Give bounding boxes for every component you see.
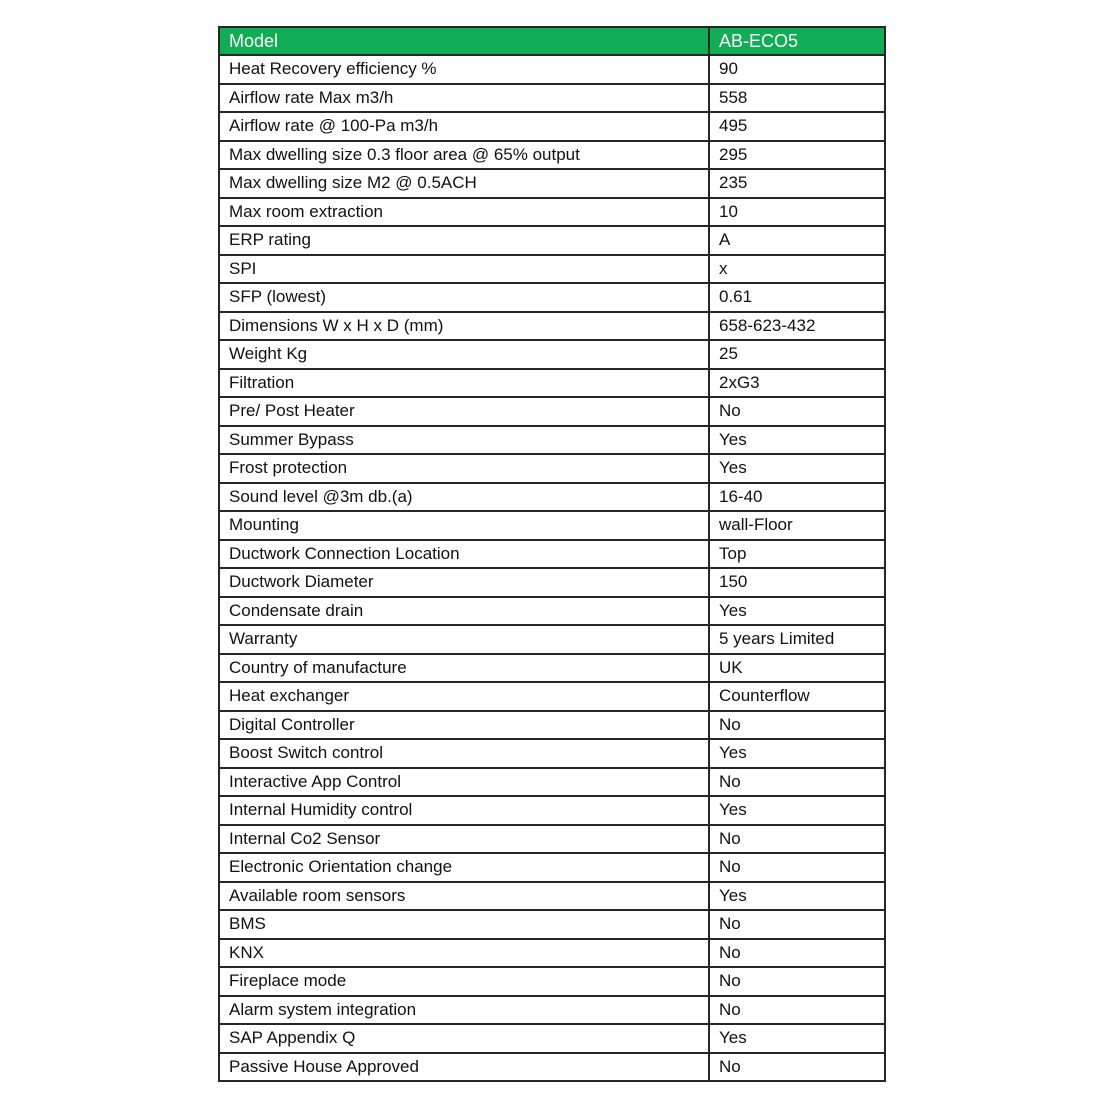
table-row xyxy=(219,141,885,170)
table-row xyxy=(219,711,885,740)
spec-value: wall-Floor xyxy=(709,511,885,540)
spec-label: Available room sensors xyxy=(219,882,709,911)
spec-value: 5 years Limited xyxy=(709,625,885,654)
spec-label: Ductwork Connection Location xyxy=(219,540,709,569)
spec-value: 0.61 xyxy=(709,283,885,312)
table-row xyxy=(219,996,885,1025)
header-row xyxy=(219,27,885,55)
spec-label: Condensate drain xyxy=(219,597,709,626)
spec-table-body xyxy=(219,55,885,1081)
table-row xyxy=(219,1053,885,1082)
table-row xyxy=(219,625,885,654)
spec-value: 295 xyxy=(709,141,885,170)
table-row xyxy=(219,825,885,854)
spec-label: Ductwork Diameter xyxy=(219,568,709,597)
table-row xyxy=(219,369,885,398)
spec-label: Summer Bypass xyxy=(219,426,709,455)
table-row xyxy=(219,340,885,369)
spec-value: Yes xyxy=(709,739,885,768)
table-row xyxy=(219,568,885,597)
spec-sheet xyxy=(218,26,884,1082)
spec-value: No xyxy=(709,910,885,939)
spec-value: UK xyxy=(709,654,885,683)
spec-value: No xyxy=(709,711,885,740)
spec-table xyxy=(218,26,886,1082)
spec-value: Counterflow xyxy=(709,682,885,711)
table-row xyxy=(219,511,885,540)
spec-value: No xyxy=(709,967,885,996)
spec-label: Heat Recovery efficiency % xyxy=(219,55,709,84)
spec-value: 235 xyxy=(709,169,885,198)
table-row xyxy=(219,682,885,711)
spec-value: A xyxy=(709,226,885,255)
spec-value: 90 xyxy=(709,55,885,84)
table-row xyxy=(219,796,885,825)
spec-label: ERP rating xyxy=(219,226,709,255)
spec-value: No xyxy=(709,1053,885,1082)
spec-label: Internal Co2 Sensor xyxy=(219,825,709,854)
spec-label: Airflow rate Max m3/h xyxy=(219,84,709,113)
table-row xyxy=(219,283,885,312)
table-row xyxy=(219,654,885,683)
spec-label: SFP (lowest) xyxy=(219,283,709,312)
table-row xyxy=(219,426,885,455)
spec-label: Alarm system integration xyxy=(219,996,709,1025)
table-row xyxy=(219,255,885,284)
spec-label: Filtration xyxy=(219,369,709,398)
spec-label: Heat exchanger xyxy=(219,682,709,711)
spec-label: Internal Humidity control xyxy=(219,796,709,825)
spec-label: Max dwelling size 0.3 floor area @ 65% output xyxy=(219,141,709,170)
spec-label: Mounting xyxy=(219,511,709,540)
spec-value: Yes xyxy=(709,426,885,455)
spec-label: Country of manufacture xyxy=(219,654,709,683)
spec-label: Max room extraction xyxy=(219,198,709,227)
table-row xyxy=(219,739,885,768)
spec-value: No xyxy=(709,853,885,882)
table-row xyxy=(219,910,885,939)
spec-label: BMS xyxy=(219,910,709,939)
spec-value: Top xyxy=(709,540,885,569)
spec-value: 495 xyxy=(709,112,885,141)
spec-value: Yes xyxy=(709,1024,885,1053)
table-row xyxy=(219,397,885,426)
spec-label: Passive House Approved xyxy=(219,1053,709,1082)
spec-value: 10 xyxy=(709,198,885,227)
spec-label: KNX xyxy=(219,939,709,968)
spec-value: 150 xyxy=(709,568,885,597)
model-header-cell: Model xyxy=(219,27,709,55)
table-row xyxy=(219,454,885,483)
spec-value: 16-40 xyxy=(709,483,885,512)
table-row xyxy=(219,540,885,569)
spec-label: Pre/ Post Heater xyxy=(219,397,709,426)
table-row xyxy=(219,1024,885,1053)
table-row xyxy=(219,483,885,512)
spec-label: Max dwelling size M2 @ 0.5ACH xyxy=(219,169,709,198)
table-row xyxy=(219,312,885,341)
table-row xyxy=(219,597,885,626)
spec-value: Yes xyxy=(709,882,885,911)
spec-value: 25 xyxy=(709,340,885,369)
spec-label: Frost protection xyxy=(219,454,709,483)
spec-value: 658-623-432 xyxy=(709,312,885,341)
spec-value: No xyxy=(709,996,885,1025)
spec-value: Yes xyxy=(709,597,885,626)
table-row xyxy=(219,939,885,968)
table-row xyxy=(219,768,885,797)
spec-value: x xyxy=(709,255,885,284)
spec-value: No xyxy=(709,768,885,797)
spec-value: No xyxy=(709,939,885,968)
table-row xyxy=(219,112,885,141)
spec-label: Electronic Orientation change xyxy=(219,853,709,882)
spec-value: 558 xyxy=(709,84,885,113)
table-row xyxy=(219,882,885,911)
table-row xyxy=(219,853,885,882)
spec-label: Digital Controller xyxy=(219,711,709,740)
spec-value: Yes xyxy=(709,454,885,483)
model-value-header-cell: AB-ECO5 xyxy=(709,27,885,55)
spec-label: Interactive App Control xyxy=(219,768,709,797)
spec-value: No xyxy=(709,825,885,854)
spec-label: SAP Appendix Q xyxy=(219,1024,709,1053)
spec-label: SPI xyxy=(219,255,709,284)
table-row xyxy=(219,226,885,255)
table-row xyxy=(219,169,885,198)
table-row xyxy=(219,198,885,227)
table-row xyxy=(219,55,885,84)
spec-label: Sound level @3m db.(a) xyxy=(219,483,709,512)
spec-value: Yes xyxy=(709,796,885,825)
table-row xyxy=(219,84,885,113)
spec-label: Warranty xyxy=(219,625,709,654)
spec-label: Fireplace mode xyxy=(219,967,709,996)
spec-value: No xyxy=(709,397,885,426)
spec-value: 2xG3 xyxy=(709,369,885,398)
table-row xyxy=(219,967,885,996)
spec-label: Airflow rate @ 100-Pa m3/h xyxy=(219,112,709,141)
spec-label: Dimensions W x H x D (mm) xyxy=(219,312,709,341)
spec-label: Weight Kg xyxy=(219,340,709,369)
spec-label: Boost Switch control xyxy=(219,739,709,768)
